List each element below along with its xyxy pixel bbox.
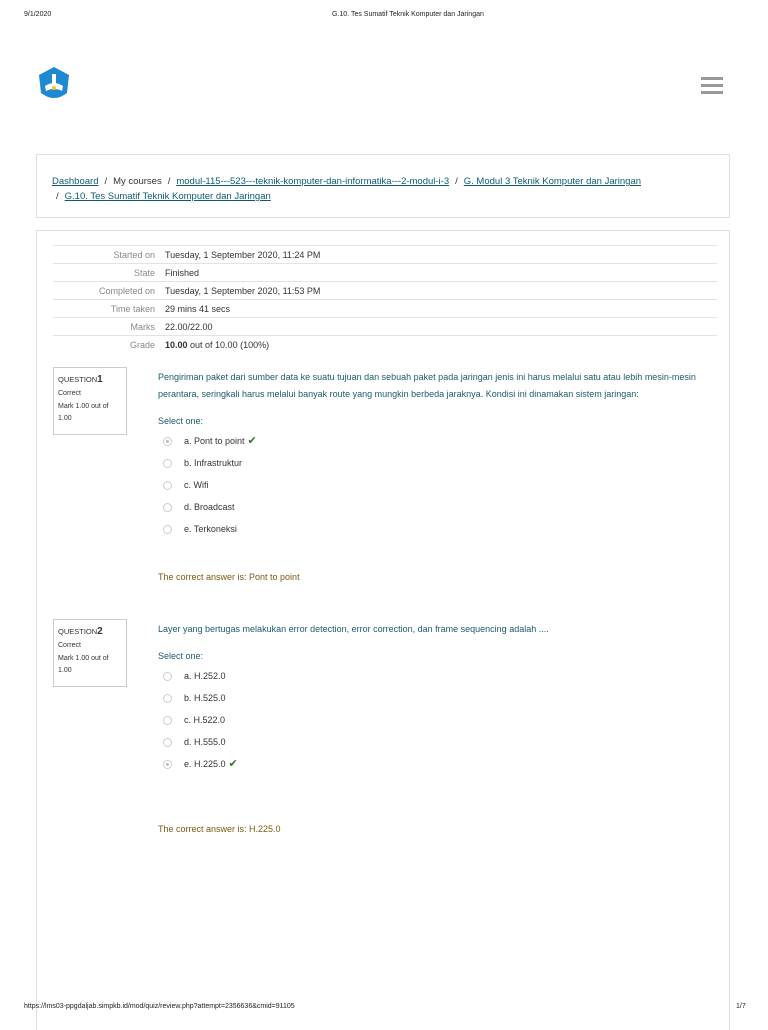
answer-option[interactable]: d. Broadcast: [158, 496, 718, 518]
print-title: G.10. Tes Sumatif Teknik Komputer dan Jaringan: [332, 11, 484, 18]
question-body: Layer yang bertugas melakukan error detection, error correction, dan frame sequencing adalah .... Select one: a. H.252.0 b. H.525.0 c. H.522.0 d. H.555.0 e. H.225.0 ✔: [158, 621, 718, 775]
answer-option[interactable]: c. H.522.0: [158, 709, 718, 731]
print-date: 9/1/2020: [24, 11, 52, 18]
answer-option[interactable]: e. H.225.0 ✔: [158, 753, 718, 775]
hamburger-menu-icon[interactable]: [701, 77, 723, 98]
radio-button[interactable]: [163, 716, 172, 725]
check-icon: ✔: [228, 757, 238, 770]
answer-option[interactable]: c. Wifi: [158, 474, 718, 496]
answer-option[interactable]: b. H.525.0: [158, 687, 718, 709]
correct-answer: The correct answer is: Pont to point: [158, 572, 300, 582]
radio-button[interactable]: [163, 481, 172, 490]
question-body: Pengiriman paket dari sumber data ke suatu tujuan dan sebuah paket pada jaringan jenis ini harus melalui satu atau lebih mesin-mesin perantara, seringkali harus melalui banyak route yang mungkin berbeda jaraknya. Kondisi ini dinamakan sistem jaringan: Select one: a. Pont to point ✔ b. Infrastruktur c. Wifi d. Broadcast e. Terkoneksi: [158, 369, 718, 540]
check-icon: ✔: [247, 434, 257, 447]
question-text: Pengiriman paket dari sumber data ke suatu tujuan dan sebuah paket pada jaringan jenis ini harus melalui satu atau lebih mesin-mesin perantara, seringkali harus melalui banyak route yang mungkin berbeda jaraknya. Kondisi ini dinamakan sistem jaringan:: [158, 372, 696, 399]
breadcrumb-dashboard[interactable]: Dashboard: [52, 176, 99, 187]
answer-option[interactable]: e. Terkoneksi: [158, 518, 718, 540]
radio-button[interactable]: [163, 672, 172, 681]
radio-button[interactable]: [163, 525, 172, 534]
answer-option[interactable]: b. Infrastruktur: [158, 452, 718, 474]
question-status: Correct: [58, 390, 81, 397]
attempt-summary: Started on Tuesday, 1 September 2020, 11:24 PM State Finished Completed on Tuesday, 1 September 2020, 11:53 PM Time taken 29 mins 41 secs Marks 22.00/22.00 Grade 10.00 out of 10.00 (100%): [53, 245, 717, 353]
breadcrumb-my-courses: My courses: [113, 176, 162, 187]
radio-button[interactable]: [163, 459, 172, 468]
radio-button[interactable]: [163, 437, 172, 446]
radio-button[interactable]: [163, 694, 172, 703]
question-mark: Mark 1.00 out of 1.00: [58, 655, 109, 674]
correct-answer: The correct answer is: H.225.0: [158, 824, 281, 834]
print-page: 1/7: [736, 1003, 746, 1010]
breadcrumb-quiz[interactable]: G.10. Tes Sumatif Teknik Komputer dan Jaringan: [64, 191, 271, 202]
answer-option[interactable]: a. H.252.0: [158, 665, 718, 687]
radio-button[interactable]: [163, 760, 172, 769]
quiz-review: [36, 230, 730, 1030]
breadcrumb-module[interactable]: G. Modul 3 Teknik Komputer dan Jaringan: [463, 176, 642, 187]
question-mark: Mark 1.00 out of 1.00: [58, 403, 109, 422]
print-url: https://lms03-ppgdaljab.simpkb.id/mod/quiz/review.php?attempt=2356636&cmid=91105: [24, 1003, 295, 1010]
question-status: Correct: [58, 642, 81, 649]
question-info: QUESTION1 Correct Mark 1.00 out of 1.00: [53, 367, 127, 435]
radio-button[interactable]: [163, 503, 172, 512]
question-text: Layer yang bertugas melakukan error detection, error correction, dan frame sequencing adalah ....: [158, 624, 549, 634]
radio-button[interactable]: [163, 738, 172, 747]
question-info: QUESTION2 Correct Mark 1.00 out of 1.00: [53, 619, 127, 687]
breadcrumb: Dashboard / My courses / modul-115---523---teknik-komputer-dan-informatika---2-modul-i-3 / G. Modul 3 Teknik Komputer dan Jaringan / G.10. Tes Sumatif Teknik Komputer dan Jaringan: [36, 154, 730, 218]
tut-wuri-handayani-logo[interactable]: [36, 66, 72, 102]
answer-option[interactable]: a. Pont to point ✔: [158, 430, 718, 452]
answer-option[interactable]: d. H.555.0: [158, 731, 718, 753]
breadcrumb-course[interactable]: modul-115---523---teknik-komputer-dan-informatika---2-modul-i-3: [176, 176, 450, 187]
